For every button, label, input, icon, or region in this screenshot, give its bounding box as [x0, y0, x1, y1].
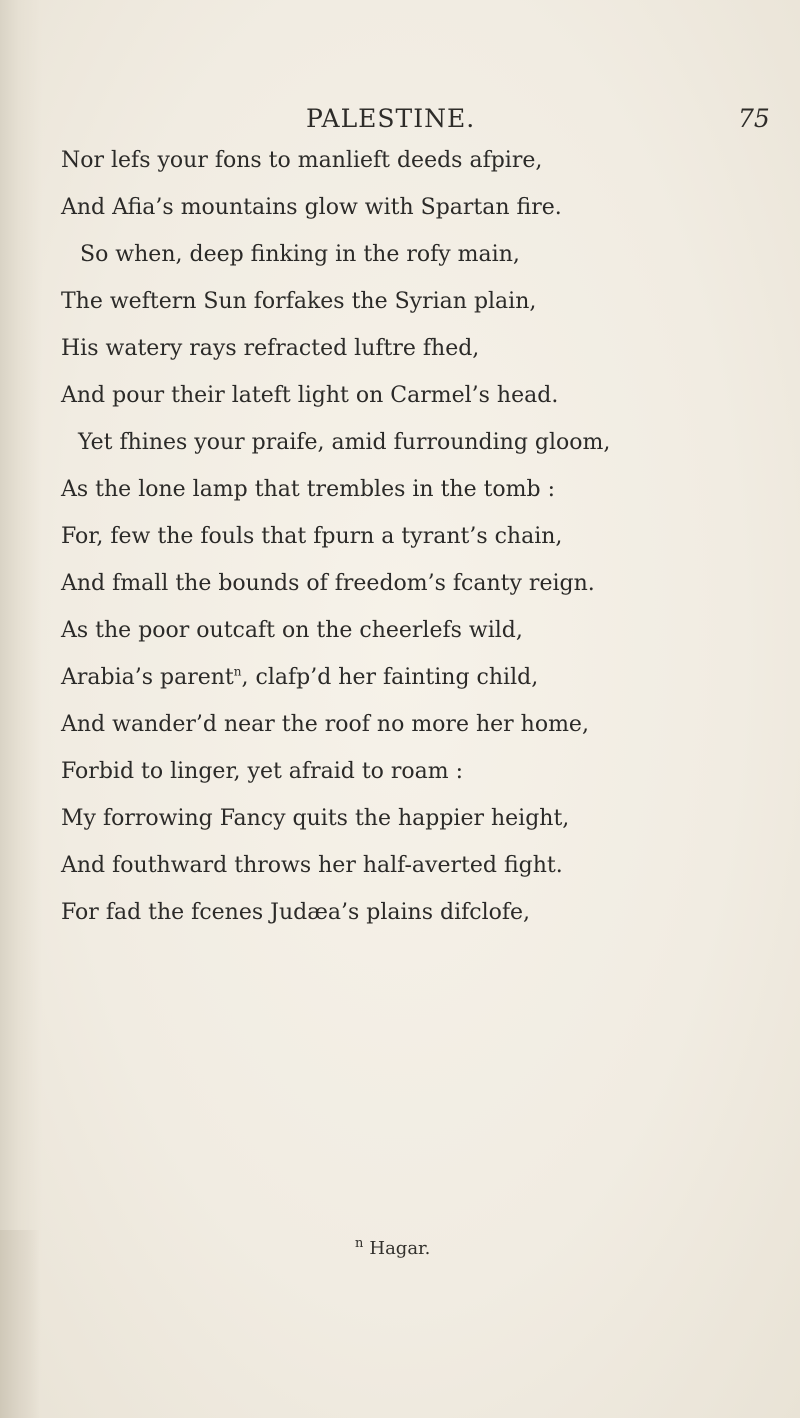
verse-line: So when, deep finking in the rofy main, [80, 242, 520, 267]
verse-line: My forrowing Fancy quits the happier height, [61, 806, 570, 831]
verse-line: His watery rays refracted luftre fhed, [61, 336, 480, 361]
verse-line: And Afia’s mountains glow with Spartan fire. [61, 195, 562, 220]
verse-line: For, few the fouls that fpurn a tyrant’s chain, [61, 524, 563, 549]
verse-line: And fmall the bounds of freedom’s fcanty reign. [61, 571, 595, 596]
footnote-marker: n [355, 1236, 364, 1251]
verse-line: As the poor outcaft on the cheerlefs wild, [61, 618, 523, 643]
page-number: 75 [738, 104, 770, 133]
verse-line: Nor lefs your fons to manlieft deeds afpire, [61, 148, 543, 173]
gutter-shadow [0, 0, 42, 1418]
page-header [0, 99, 800, 139]
footnote [355, 1236, 430, 1262]
verse-line: Forbid to linger, yet afraid to roam : [61, 759, 464, 784]
footnote-text: Hagar. [369, 1238, 431, 1259]
verse-line: And fouthward throws her half-averted fight. [61, 853, 563, 878]
verse-line: And pour their lateft light on Carmel’s head. [61, 383, 559, 408]
verse-line: Yet fhines your praife, amid furrounding gloom, [78, 430, 611, 455]
verse-line: And wander’d near the roof no more her home, [61, 712, 589, 737]
running-title: PALESTINE. [306, 104, 476, 133]
verse-line: For fad the fcenes Judæa’s plains difclofe, [61, 900, 531, 925]
verse-line-start: Arabia’s parent [61, 665, 234, 690]
footnote-reference: n [233, 664, 242, 679]
verse-line [61, 663, 538, 693]
gutter-shadow-bottom [0, 1230, 40, 1418]
verse-line-end: , clafp’d her fainting child, [241, 665, 539, 690]
verse-line: The weftern Sun forfakes the Syrian plain, [61, 289, 537, 314]
verse-line: As the lone lamp that trembles in the tomb : [61, 477, 556, 502]
